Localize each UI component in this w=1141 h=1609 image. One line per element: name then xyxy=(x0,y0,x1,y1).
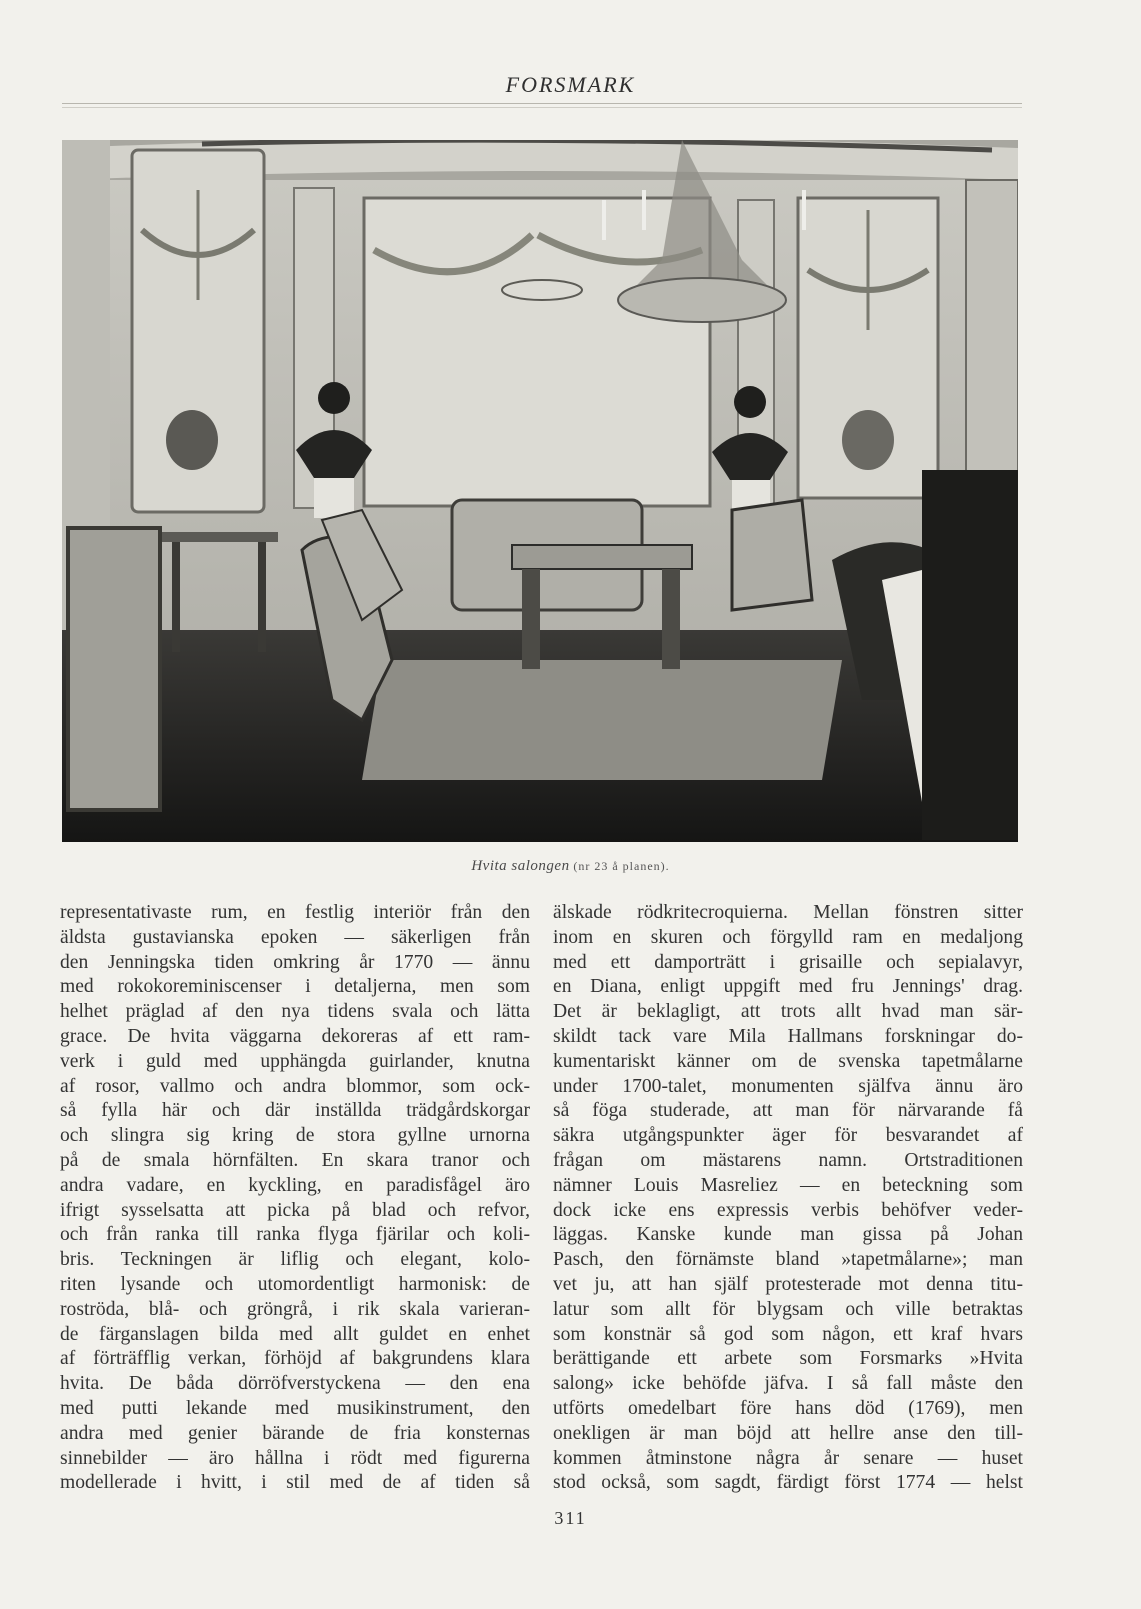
text-line: af rosor, vallmo och andra blommor, som ock- xyxy=(60,1075,530,1097)
text-line: Det är beklagligt, att trots allt hvad man sär- xyxy=(553,1001,1023,1023)
caption-reference: (nr 23 å planen). xyxy=(573,859,670,873)
text-line: äldsta gustavianska epoken — säkerligen från xyxy=(60,926,530,948)
header-rule-secondary xyxy=(62,107,1022,108)
text-line: Pasch, den förnämste bland »tapetmålarne»; man xyxy=(553,1249,1023,1271)
caption-title: Hvita salongen xyxy=(471,858,570,874)
text-line: helhet präglad af den nya tidens svala och lätta xyxy=(60,1001,530,1023)
text-line: representativaste rum, en festlig interiör från den xyxy=(60,902,530,923)
text-line: säkra utgångspunkter äger för besvarandet af xyxy=(553,1125,1023,1147)
text-column-right xyxy=(553,901,1023,1496)
text-line: älskade rödkritecroquierna. Mellan fönstren sitter xyxy=(553,902,1023,923)
text-line: sinnebilder — äro hållna i rödt med figurerna xyxy=(60,1447,530,1469)
text-line: dock icke ens expressis verbis behöfver veder- xyxy=(553,1199,1023,1221)
text-line: berättigande ett arbete som Forsmarks »Hvita xyxy=(553,1348,1023,1370)
text-line: af förträfflig verkan, förhöjd af bakgrundens klara xyxy=(60,1348,530,1370)
text-line: frågan om mästarens namn. Ortstraditionen xyxy=(553,1149,1023,1171)
text-line: med putti lekande med musikinstrument, den xyxy=(60,1397,530,1419)
text-line: så fylla här och där inställda trädgårdskorgar xyxy=(60,1100,530,1122)
text-line: så föga studerade, att man för närvarande få xyxy=(553,1100,1023,1122)
text-line: modellerade i hvitt, i stil med de af tiden så xyxy=(60,1472,530,1494)
text-line: på de smala hörnfälten. En skara tranor och xyxy=(60,1149,530,1171)
text-line: ifrigt sysselsatta att picka på blad och refvor, xyxy=(60,1199,530,1221)
text-line: onekligen är man böjd att hellre anse den till- xyxy=(553,1422,1023,1444)
text-line: riten lysande och utomordentligt harmonisk: de xyxy=(60,1273,530,1295)
text-line: bris. Teckningen är liflig och elegant, kolo- xyxy=(60,1249,530,1271)
text-line: vet ju, att han själf protesterade mot denna titu- xyxy=(553,1273,1023,1295)
text-line: salong» icke behöfde jäfva. I så fall måste den xyxy=(553,1373,1023,1395)
text-line: skildt tack vare Mila Hallmans forskningar do- xyxy=(553,1025,1023,1047)
text-line: hvita. De båda dörröfverstyckena — den ena xyxy=(60,1373,530,1395)
text-line: och slingra sig kring de stora gyllne urnorna xyxy=(60,1125,530,1147)
text-line: andra med genier bärande de fria konsternas xyxy=(60,1422,530,1444)
text-line: andra vadare, en kyckling, en paradisfågel äro xyxy=(60,1174,530,1196)
text-line: grace. De hvita väggarna dekoreras af ett ram- xyxy=(60,1025,530,1047)
text-line: utförts omedelbart före hans död (1769), men xyxy=(553,1397,1023,1419)
text-line: kommen åtminstone några år senare — huset xyxy=(553,1447,1023,1469)
text-line: kumentariskt känner om de svenska tapetmålarne xyxy=(553,1050,1023,1072)
plate-caption xyxy=(0,858,1141,875)
text-line: stod också, som sagdt, färdigt först 1774 — helst xyxy=(553,1472,1023,1494)
text-line: verk i guld med upphängda guirlander, knutna xyxy=(60,1050,530,1072)
text-column-left xyxy=(60,901,530,1496)
page-number: 311 xyxy=(554,1508,587,1528)
salon-photograph xyxy=(62,140,1018,842)
text-line: roströda, blå- och gröngrå, i rik skala varieran- xyxy=(60,1298,530,1320)
text-line: som konstnär så god som någon, ett kraf hvars xyxy=(553,1323,1023,1345)
text-line: och från ranka till ranka flyga fjärilar och koli- xyxy=(60,1224,530,1246)
text-line: den Jenningska tiden omkring år 1770 — ännu xyxy=(60,951,530,973)
text-line: en Diana, enligt uppgift med fru Jennings' drag. xyxy=(553,976,1023,998)
text-line: under 1700-talet, monumenten själfva ännu äro xyxy=(553,1075,1023,1097)
text-line: läggas. Kanske kunde man gissa på Johan xyxy=(553,1224,1023,1246)
text-line: med ett damporträtt i grisaille och sepialavyr, xyxy=(553,951,1023,973)
text-line: latur som allt för blygsam och ville betraktas xyxy=(553,1298,1023,1320)
text-line: nämner Louis Masreliez — en beteckning som xyxy=(553,1174,1023,1196)
text-line: med rokokoreminiscenser i detaljerna, men som xyxy=(60,976,530,998)
header-rule xyxy=(62,103,1022,104)
text-line: inom en skuren och förgylld ram en medaljong xyxy=(553,926,1023,948)
salon-photograph-drawing xyxy=(62,140,1018,842)
text-line: de färganslagen bilda med allt guldet en enhet xyxy=(60,1323,530,1345)
running-head: FORSMARK xyxy=(505,72,636,97)
